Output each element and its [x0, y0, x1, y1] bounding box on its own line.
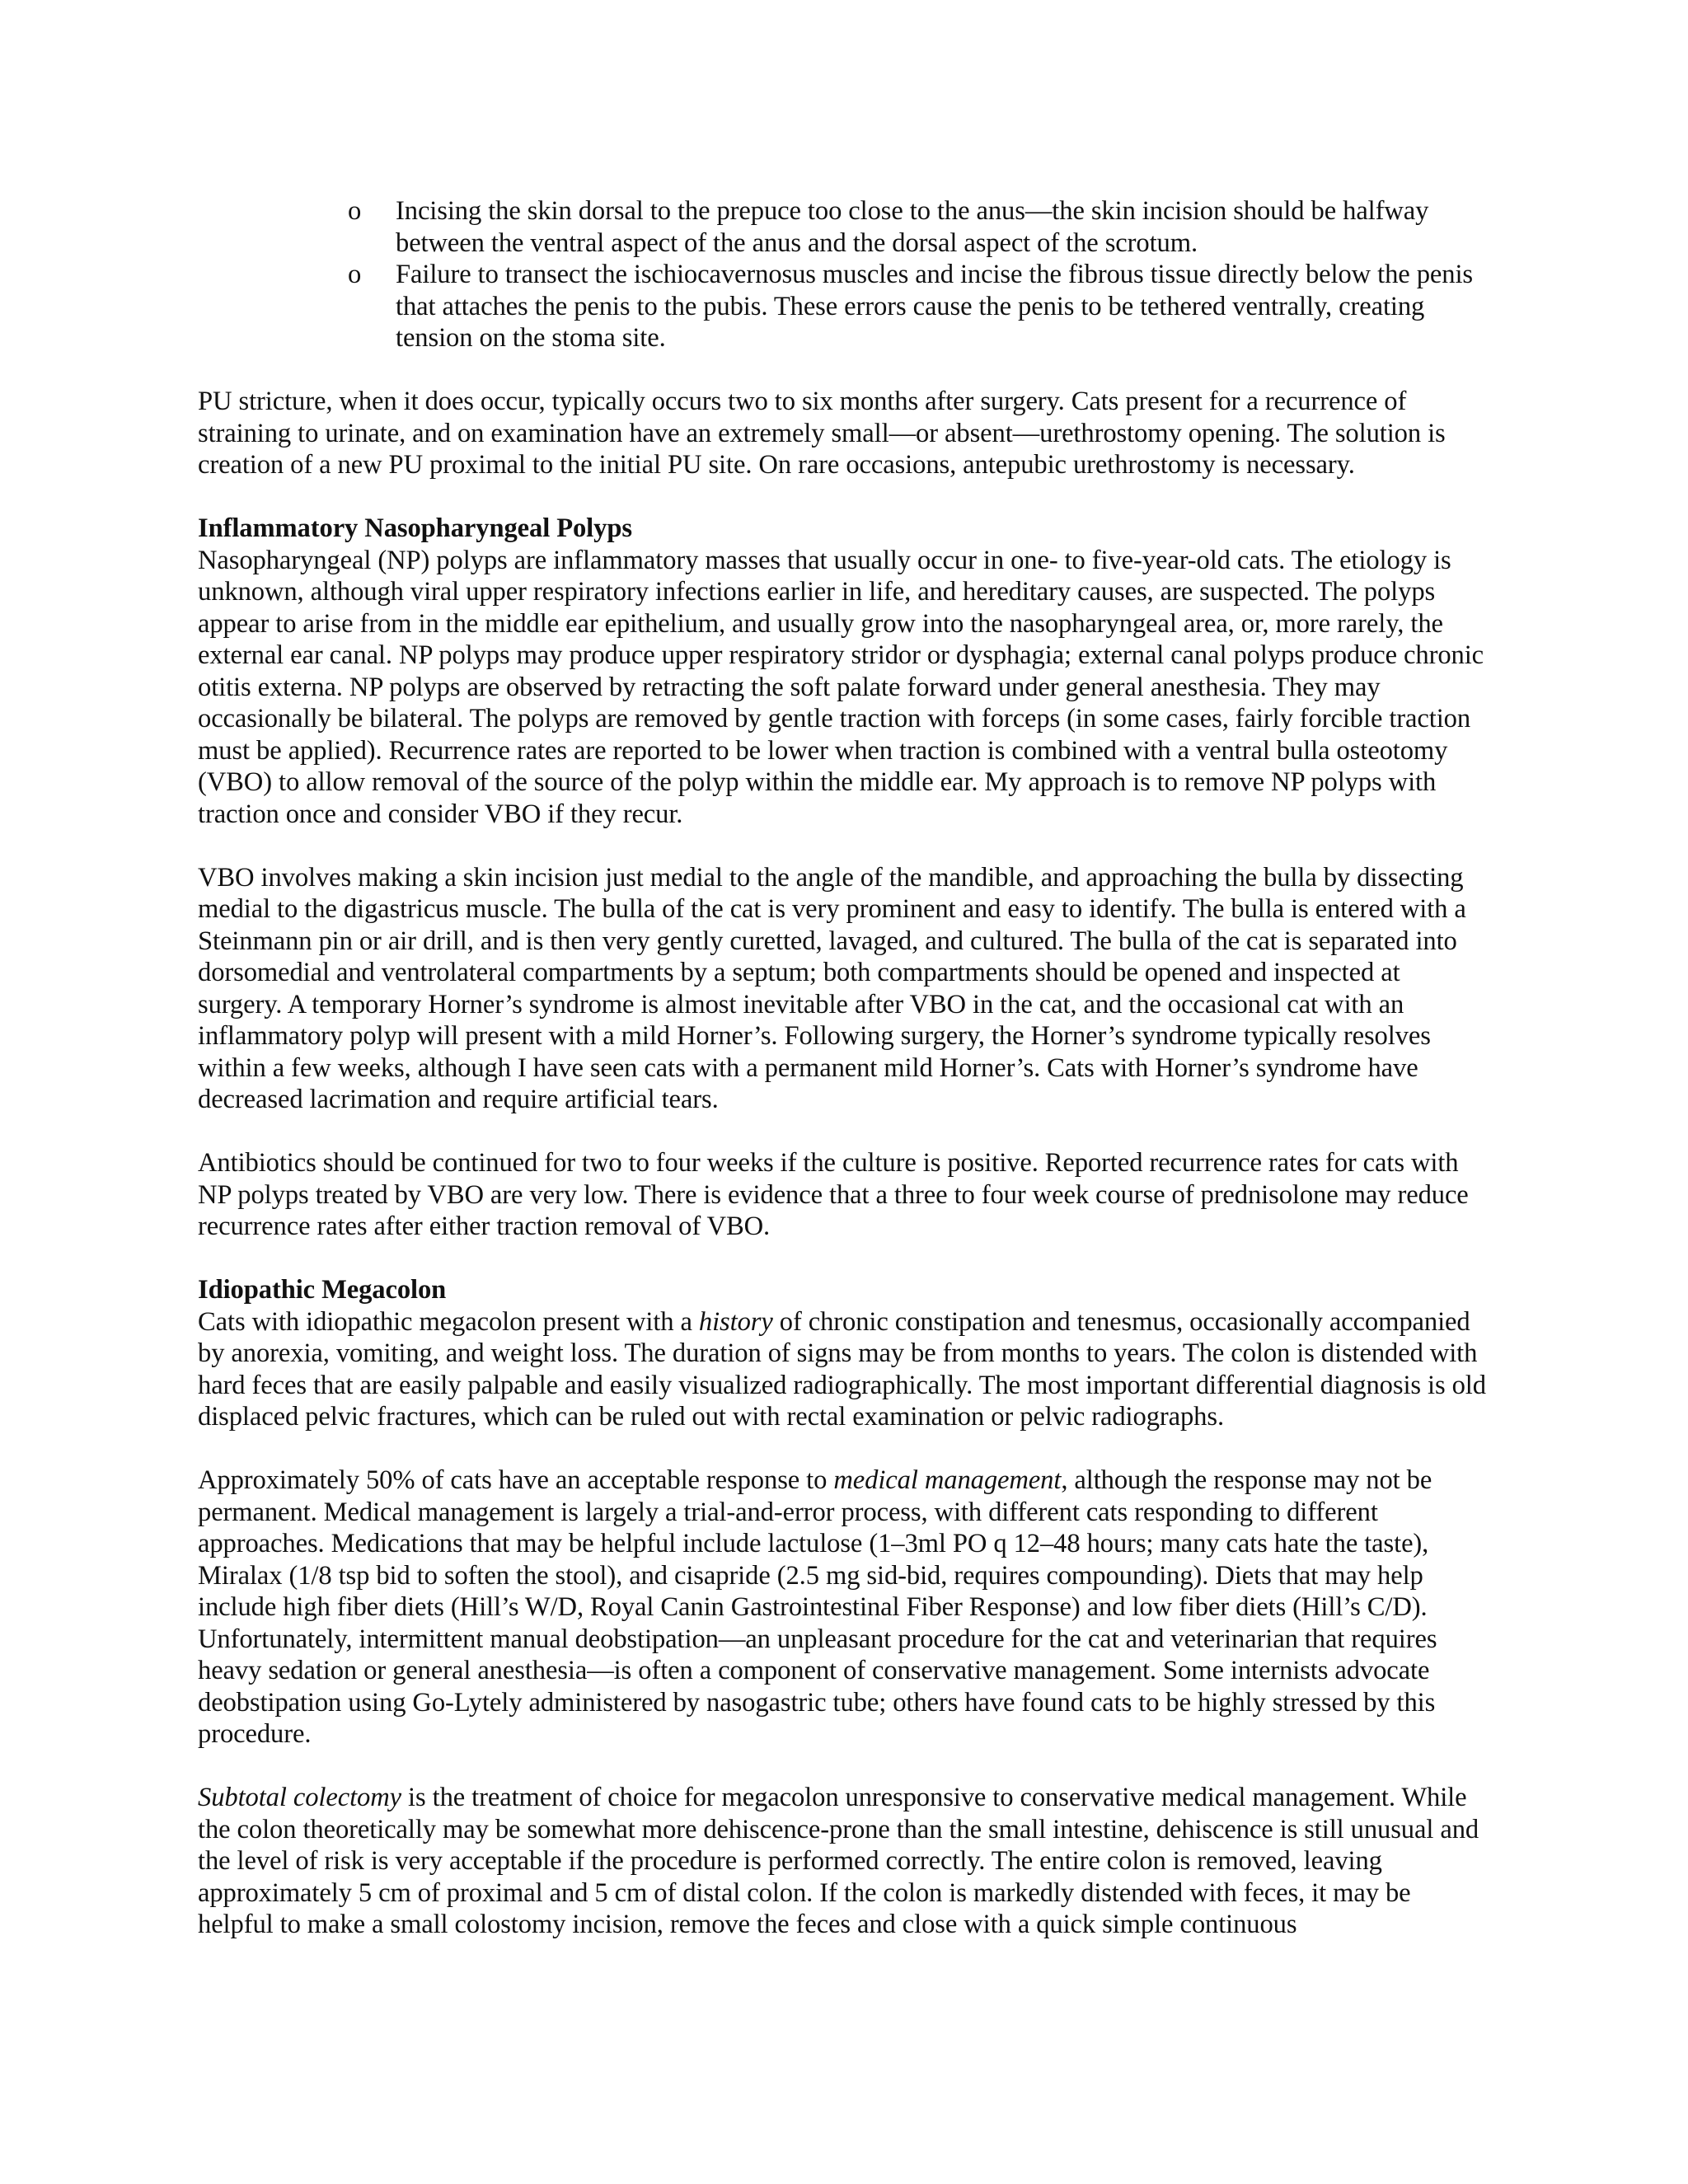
bullet-text: Failure to transect the ischiocavernosus muscles and incise the fibrous tissue directly below the penis that attaches the penis to the pubis. These errors cause the penis to be tethered ventrally, creating tension on the stoma site. — [396, 260, 1473, 353]
polyps-paragraph-3: Antibiotics should be continued for two to four weeks if the culture is positive. Reported recurrence rates for cats with NP polyps treated by VBO are very low. There is evidence that a three to four week course of prednisolone may reduce recurrence rates after either traction removal of VBO. — [198, 1148, 1469, 1241]
text-run: of chronic constipation and tenesmus, occasionally accompanied by anorexia, vomiting, and weight loss. The duration of signs may be from months to years. The colon is distended with hard feces that are easily palpable and easily visualized radiographically. The most important differential diagnosis is old displaced pelvic fractures, which can be ruled out with rectal examination or pelvic radiographs. — [198, 1306, 1486, 1432]
megacolon-paragraph-1 — [198, 1306, 1488, 1433]
polyps-paragraph-2: VBO involves making a skin incision just medial to the angle of the mandible, and approaching the bulla by dissecting medial to the digastricus muscle. The bulla of the cat is very prominent and easy to identify. The bulla is entered with a Steinmann pin or air drill, and is then very gently curetted, lavaged, and cultured. The bulla of the cat is separated into dorsomedial and ventrolateral compartments by a septum; both compartments should be opened and inspected at surgery. A temporary Horner’s syndrome is almost inevitable after VBO in the cat, and the occasional cat with an inflammatory polyp will present with a mild Horner’s. Following surgery, the Horner’s syndrome typically resolves within a few weeks, although I have seen cats with a permanent mild Horner’s. Cats with Horner’s syndrome have decreased lacrimation and require artificial tears. — [198, 862, 1466, 1114]
list-item — [348, 259, 1488, 354]
section-heading-polyps: Inflammatory Nasopharyngeal Polyps — [198, 513, 632, 543]
section-heading-megacolon: Idiopathic Megacolon — [198, 1275, 447, 1305]
text-run: is the treatment of choice for megacolon unresponsive to conservative medical management. While the colon theoretically may be somewhat more dehiscence-prone than the small intestine, dehiscence is still unusual and the level of risk is very acceptable if the procedure is performed correctly. The entire colon is removed, leaving approximately 5 cm of proximal and 5 cm of distal colon. If the colon is markedly distended with feces, it may be helpful to make a small colostomy incision, remove the feces and close with a quick simple continuous — [198, 1783, 1479, 1939]
bullet-text: Incising the skin dorsal to the prepuce too close to the anus—the skin incision should be halfway between the ventral aspect of the anus and the dorsal aspect of the scrotum. — [396, 196, 1429, 258]
bullet-marker: o — [348, 196, 362, 226]
pu-stricture-paragraph: PU stricture, when it does occur, typically occurs two to six months after surgery. Cats present for a recurrence of straining to urinate, and on examination have an extremely small—or absent—urethrostomy opening. The solution is creation of a new PU proximal to the initial PU site. On rare occasions, antepubic urethrostomy is necessary. — [198, 387, 1446, 480]
text-run: Approximately 50% of cats have an acceptable response to — [198, 1465, 834, 1495]
polyps-paragraph-1: Nasopharyngeal (NP) polyps are inflammatory masses that usually occur in one- to five-year-old cats. The etiology is unknown, although viral upper respiratory infections earlier in life, and hereditary causes, are suspected. The polyps appear to arise from in the middle ear epithelium, and usually grow into the nasopharyngeal area, or, more rarely, the external ear canal. NP polyps may produce upper respiratory stridor or dysphagia; external canal polyps produce chronic otitis externa. NP polyps are observed by retracting the soft palate forward under general anesthesia. They may occasionally be bilateral. The polyps are removed by gentle traction with forceps (in some cases, fairly forcible traction must be applied). Recurrence rates are reported to be lower when traction is combined with a ventral bulla osteotomy (VBO) to allow removal of the source of the polyp within the middle ear. My approach is to remove NP polyps with traction once and consider VBO if they recur. — [198, 545, 1484, 829]
list-item — [348, 195, 1488, 259]
bullet-marker: o — [348, 260, 362, 289]
document-page — [198, 195, 1488, 1972]
text-run: Cats with idiopathic megacolon present with a — [198, 1306, 699, 1337]
megacolon-paragraph-3 — [198, 1782, 1488, 1941]
emphasis-medical-management: medical management — [833, 1465, 1062, 1495]
text-run: , although the response may not be permanent. Medical management is largely a trial-and-error process, with different cats responding to different approaches. Medications that may be helpful include lactulose (1–3ml PO q 12–48 hours; many cats hate the taste), Miralax (1/8 tsp bid to soften the stool), and cisapride (2.5 mg sid-bid, requires compounding). Diets that may help include high fiber diets (Hill’s W/D, Royal Canin Gastrointestinal Fiber Response) and low fiber diets (Hill’s C/D). Unfortunately, intermittent manual deobstipation—an unpleasant procedure for the cat and veterinarian that requires heavy sedation or general anesthesia—is often a component of conservative management. Some internists advocate deobstipation using Go-Lytely administered by nasogastric tube; others have found cats to be highly stressed by this procedure. — [198, 1465, 1437, 1749]
emphasis-subtotal-colectomy: Subtotal colectomy — [198, 1783, 401, 1812]
megacolon-paragraph-2 — [198, 1465, 1488, 1750]
bullet-list — [198, 195, 1488, 354]
emphasis-history: history — [698, 1306, 773, 1337]
